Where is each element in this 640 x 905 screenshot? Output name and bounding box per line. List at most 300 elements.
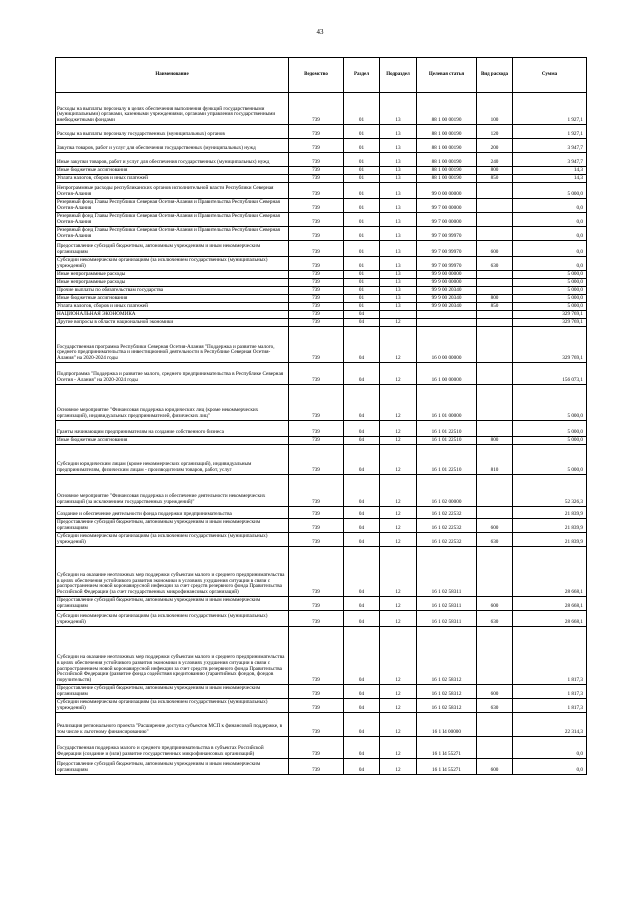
- header-name: Наименование: [56, 58, 289, 93]
- header-dept: Ведомство: [289, 58, 344, 93]
- table-row: [56, 437, 587, 445]
- cell-subsection: 12: [380, 319, 417, 327]
- cell-section: 04: [344, 533, 380, 547]
- cell-exp-type: 630: [477, 257, 513, 271]
- cell-subsection: 12: [380, 547, 417, 597]
- cell-dept: 739: [289, 125, 344, 139]
- cell-sum: 21 839,9: [513, 507, 587, 519]
- cell-section: 04: [344, 713, 380, 737]
- table-row: [56, 533, 587, 547]
- cell-exp-type: 100: [477, 93, 513, 125]
- cell-section: 04: [344, 475, 380, 507]
- cell-subsection: 12: [380, 699, 417, 713]
- cell-dept: 739: [289, 241, 344, 257]
- table-row: [56, 227, 587, 241]
- cell-dept: 739: [289, 699, 344, 713]
- cell-section: 01: [344, 227, 380, 241]
- cell-article: 16 1 02 58311: [417, 547, 477, 597]
- cell-section: 04: [344, 759, 380, 775]
- cell-article: 99 7 00 00000: [417, 213, 477, 227]
- table-row: [56, 547, 587, 597]
- cell-section: 04: [344, 547, 380, 597]
- cell-dept: 739: [289, 547, 344, 597]
- cell-dept: 739: [289, 175, 344, 183]
- cell-dept: 739: [289, 213, 344, 227]
- cell-sum: 329 769,1: [513, 319, 587, 327]
- cell-article: 16 1 02 58311: [417, 611, 477, 627]
- cell-name: Резервный фонд Главы Республики Северная Осетия-Алания и Правительства Республики Северная Осетия-Алания: [56, 227, 289, 241]
- cell-dept: 739: [289, 627, 344, 685]
- cell-sum: 5 000,0: [513, 287, 587, 295]
- cell-sum: 0,0: [513, 737, 587, 759]
- cell-article: 16 1 I4 55271: [417, 737, 477, 759]
- cell-sum: 0,0: [513, 227, 587, 241]
- cell-dept: 739: [289, 227, 344, 241]
- cell-section: 04: [344, 385, 380, 421]
- table-row: [56, 737, 587, 759]
- cell-dept: 739: [289, 257, 344, 271]
- cell-sum: 0,0: [513, 241, 587, 257]
- cell-sum: 0,0: [513, 199, 587, 213]
- cell-sum: 5 000,0: [513, 279, 587, 287]
- cell-dept: 739: [289, 279, 344, 287]
- cell-name: Иные бюджетные ассигнования: [56, 295, 289, 303]
- cell-article: 99 7 00 00000: [417, 199, 477, 213]
- header-section: Раздел: [344, 58, 380, 93]
- cell-section: 04: [344, 737, 380, 759]
- table-row: [56, 627, 587, 685]
- cell-article: 16 1 02 22532: [417, 519, 477, 533]
- cell-sum: 5 000,0: [513, 303, 587, 311]
- cell-name: Субсидии некоммерческим организациям (за исключением государственных (муниципальных) учреждений): [56, 257, 289, 271]
- cell-dept: 739: [289, 445, 344, 475]
- cell-section: 04: [344, 611, 380, 627]
- cell-sum: 14,3: [513, 167, 587, 175]
- cell-exp-type: 120: [477, 125, 513, 139]
- cell-name: Предоставление субсидий бюджетным, автономным учреждениям и иным некоммерческим организациям: [56, 519, 289, 533]
- cell-sum: 5 000,0: [513, 437, 587, 445]
- cell-dept: 739: [289, 167, 344, 175]
- table-row: [56, 475, 587, 507]
- cell-sum: 5 000,0: [513, 445, 587, 475]
- cell-name: НАЦИОНАЛЬНАЯ ЭКОНОМИКА: [56, 311, 289, 319]
- cell-subsection: 13: [380, 153, 417, 167]
- cell-subsection: 12: [380, 627, 417, 685]
- table-row: [56, 759, 587, 775]
- cell-article: 16 1 00 00000: [417, 363, 477, 385]
- cell-exp-type: [477, 737, 513, 759]
- cell-article: 16 1 01 22510: [417, 445, 477, 475]
- page-number: 43: [316, 28, 324, 36]
- cell-sum: 329 769,1: [513, 311, 587, 319]
- cell-section: 04: [344, 319, 380, 327]
- cell-section: 01: [344, 241, 380, 257]
- cell-dept: 739: [289, 685, 344, 699]
- cell-section: 01: [344, 153, 380, 167]
- cell-article: 99 7 00 99970: [417, 241, 477, 257]
- cell-dept: 739: [289, 199, 344, 213]
- cell-exp-type: 200: [477, 139, 513, 153]
- cell-exp-type: [477, 385, 513, 421]
- cell-subsection: 12: [380, 507, 417, 519]
- cell-article: 16 1 02 58312: [417, 627, 477, 685]
- cell-subsection: 13: [380, 175, 417, 183]
- cell-exp-type: 810: [477, 445, 513, 475]
- cell-subsection: 12: [380, 737, 417, 759]
- cell-name: Иные бюджетные ассигнования: [56, 167, 289, 175]
- table-row: [56, 685, 587, 699]
- table-row: [56, 241, 587, 257]
- cell-exp-type: [477, 627, 513, 685]
- cell-sum: 5 000,0: [513, 295, 587, 303]
- cell-article: 16 1 02 22532: [417, 507, 477, 519]
- cell-article: 16 0 00 00000: [417, 327, 477, 363]
- cell-name: Предоставление субсидий бюджетным, автономным учреждениям и иным некоммерческим организациям: [56, 759, 289, 775]
- cell-subsection: [380, 311, 417, 319]
- cell-sum: 1 817,3: [513, 699, 587, 713]
- cell-exp-type: [477, 547, 513, 597]
- table-row: [56, 611, 587, 627]
- header-exp-type: Вид расхода: [477, 58, 513, 93]
- table-row: [56, 713, 587, 737]
- table-row: [56, 213, 587, 227]
- table-row: [56, 139, 587, 153]
- cell-subsection: 12: [380, 611, 417, 627]
- cell-name: Уплата налогов, сборов и иных платежей: [56, 303, 289, 311]
- cell-article: 99 7 00 99970: [417, 257, 477, 271]
- cell-dept: 739: [289, 437, 344, 445]
- cell-sum: 156 073,1: [513, 363, 587, 385]
- cell-name: Прочие выплаты по обязательствам государства: [56, 287, 289, 295]
- cell-dept: 739: [289, 311, 344, 319]
- table-row: [56, 199, 587, 213]
- cell-dept: 739: [289, 319, 344, 327]
- table-row: [56, 153, 587, 167]
- cell-article: 88 1 00 00190: [417, 175, 477, 183]
- cell-dept: 739: [289, 533, 344, 547]
- cell-sum: 0,0: [513, 257, 587, 271]
- cell-subsection: 12: [380, 385, 417, 421]
- table-row: [56, 507, 587, 519]
- cell-dept: 739: [289, 153, 344, 167]
- table-row: [56, 303, 587, 311]
- cell-exp-type: [477, 311, 513, 319]
- cell-sum: 5 000,0: [513, 421, 587, 437]
- cell-exp-type: 800: [477, 167, 513, 175]
- cell-sum: 14,3: [513, 175, 587, 183]
- table-row: [56, 327, 587, 363]
- cell-exp-type: [477, 319, 513, 327]
- cell-exp-type: 600: [477, 685, 513, 699]
- cell-sum: 28 668,1: [513, 611, 587, 627]
- budget-table: [55, 57, 587, 775]
- cell-dept: 739: [289, 507, 344, 519]
- cell-article: [417, 319, 477, 327]
- cell-sum: 21 839,9: [513, 519, 587, 533]
- cell-section: 04: [344, 627, 380, 685]
- cell-dept: 739: [289, 287, 344, 295]
- cell-subsection: 13: [380, 279, 417, 287]
- cell-name: Предоставление субсидий бюджетным, автономным учреждениям и иным некоммерческим организациям: [56, 241, 289, 257]
- cell-subsection: 13: [380, 93, 417, 125]
- table-row: [56, 363, 587, 385]
- table-row: [56, 271, 587, 279]
- cell-sum: 21 839,9: [513, 533, 587, 547]
- cell-sum: 3 947,7: [513, 139, 587, 153]
- cell-article: 16 1 02 22532: [417, 533, 477, 547]
- cell-exp-type: 630: [477, 611, 513, 627]
- cell-name: Расходы на выплаты персоналу государственных (муниципальных) органов: [56, 125, 289, 139]
- cell-exp-type: [477, 421, 513, 437]
- cell-sum: 28 668,1: [513, 597, 587, 611]
- cell-subsection: 12: [380, 519, 417, 533]
- table-body: [56, 93, 587, 775]
- table-row: [56, 421, 587, 437]
- cell-name: Предоставление субсидий бюджетным, автономным учреждениям и иным некоммерческим организациям: [56, 685, 289, 699]
- cell-dept: 739: [289, 713, 344, 737]
- cell-name: Основное мероприятие "Финансовая поддержка и обеспечение деятельности некоммерческих организаций (за исключением государственных учреждений)": [56, 475, 289, 507]
- cell-dept: 739: [289, 295, 344, 303]
- cell-section: 04: [344, 597, 380, 611]
- header-article: Целевая статья: [417, 58, 477, 93]
- cell-dept: 739: [289, 611, 344, 627]
- cell-exp-type: 850: [477, 303, 513, 311]
- header-sum: Сумма: [513, 58, 587, 93]
- cell-sum: 1 817,3: [513, 685, 587, 699]
- cell-subsection: 13: [380, 257, 417, 271]
- cell-dept: 739: [289, 519, 344, 533]
- table-row: [56, 699, 587, 713]
- cell-article: 88 1 00 00190: [417, 93, 477, 125]
- cell-sum: 1 927,1: [513, 93, 587, 125]
- cell-article: 99 9 00 20340: [417, 287, 477, 295]
- cell-sum: 52 326,3: [513, 475, 587, 507]
- cell-subsection: 13: [380, 199, 417, 213]
- table-row: [56, 311, 587, 319]
- cell-exp-type: 850: [477, 175, 513, 183]
- cell-section: 01: [344, 279, 380, 287]
- cell-name: Субсидии некоммерческим организациям (за исключением государственных (муниципальных) учреждений): [56, 699, 289, 713]
- cell-exp-type: [477, 287, 513, 295]
- cell-name: Субсидии некоммерческим организациям (за исключением государственных (муниципальных) учреждений): [56, 611, 289, 627]
- cell-section: 01: [344, 287, 380, 295]
- cell-exp-type: [477, 227, 513, 241]
- cell-subsection: 13: [380, 125, 417, 139]
- cell-exp-type: 600: [477, 759, 513, 775]
- cell-name: Создание и обеспечение деятельности фонда поддержки предпринимательства: [56, 507, 289, 519]
- cell-section: 01: [344, 295, 380, 303]
- cell-dept: 739: [289, 475, 344, 507]
- cell-name: Субсидии на оказание неотложных мер поддержки субъектам малого и среднего предпринимательства в целях обеспечения устойчивого развития экономики в условиях ухудшения ситуации в связи с распространением новой коронавирусной инфекции за счет средств резервного фонда Правительства Российской Федерации (развитие фонда содействия кредитованию (гарантийных фондов, фондов поручительств): [56, 627, 289, 685]
- cell-dept: 739: [289, 385, 344, 421]
- cell-section: 04: [344, 327, 380, 363]
- cell-dept: 739: [289, 597, 344, 611]
- cell-exp-type: 240: [477, 153, 513, 167]
- cell-name: Закупка товаров, работ и услуг для обеспечения государственных (муниципальных) нужд: [56, 139, 289, 153]
- cell-name: Субсидии на оказание неотложных мер поддержки субъектам малого и среднего предпринимательства в целях обеспечения устойчивого развития экономики в условиях ухудшения ситуации в связи с распространением новой коронавирусной инфекции за счет средств резервного фонда Правительства Российской Федерации (за счет государственных микрофинансовых организаций): [56, 547, 289, 597]
- cell-sum: 22 314,3: [513, 713, 587, 737]
- cell-section: 01: [344, 139, 380, 153]
- table-row: [56, 319, 587, 327]
- cell-exp-type: 630: [477, 533, 513, 547]
- cell-article: [417, 311, 477, 319]
- cell-section: 01: [344, 183, 380, 199]
- cell-subsection: 12: [380, 533, 417, 547]
- cell-article: 16 1 02 58312: [417, 699, 477, 713]
- cell-dept: 739: [289, 327, 344, 363]
- cell-subsection: 12: [380, 437, 417, 445]
- cell-sum: 0,0: [513, 213, 587, 227]
- cell-subsection: 13: [380, 139, 417, 153]
- table-row: [56, 445, 587, 475]
- cell-sum: 1 927,1: [513, 125, 587, 139]
- cell-article: 88 1 00 00190: [417, 153, 477, 167]
- cell-name: Государственная поддержка малого и среднего предпринимательства в субъектах Российской Федерации (создание и (или) развитие государственных микрофинансовых организаций): [56, 737, 289, 759]
- cell-sum: 329 769,1: [513, 327, 587, 363]
- cell-subsection: 13: [380, 183, 417, 199]
- table-row: [56, 385, 587, 421]
- cell-dept: 739: [289, 303, 344, 311]
- cell-section: 04: [344, 311, 380, 319]
- cell-section: 04: [344, 519, 380, 533]
- cell-exp-type: 600: [477, 519, 513, 533]
- cell-article: 16 1 02 58312: [417, 685, 477, 699]
- cell-name: Расходы на выплаты персоналу в целях обеспечения выполнения функций государственными (муниципальными) органами, казенными учреждениями, органами управления государственными внебюджетными фондами: [56, 93, 289, 125]
- table-row: [56, 295, 587, 303]
- cell-section: 01: [344, 213, 380, 227]
- cell-subsection: 13: [380, 227, 417, 241]
- cell-article: 16 1 02 00000: [417, 475, 477, 507]
- cell-dept: 739: [289, 363, 344, 385]
- table-header: [56, 58, 587, 93]
- cell-name: Непрограммные расходы республиканских органов исполнительной власти Республики Северная Осетия-Алания: [56, 183, 289, 199]
- cell-name: Государственная программа Республики Северная Осетия-Алания "Поддержка и развитие малого, среднего предпринимательства и инвестиционной деятельности в Республике Северная Осетия-Алания" на 2020-2024 годы: [56, 327, 289, 363]
- cell-article: 99 7 00 99970: [417, 227, 477, 241]
- cell-exp-type: [477, 183, 513, 199]
- cell-name: Подпрограмма "Поддержка и развитие малого, среднего предпринимательства в Республике Северная Осетия - Алания" на 2020-2024 годы: [56, 363, 289, 385]
- cell-sum: 3 947,7: [513, 153, 587, 167]
- cell-subsection: 12: [380, 421, 417, 437]
- table-row: [56, 519, 587, 533]
- table-row: [56, 167, 587, 175]
- cell-article: 88 1 00 00190: [417, 139, 477, 153]
- cell-sum: 28 668,1: [513, 547, 587, 597]
- cell-exp-type: [477, 363, 513, 385]
- cell-name: Предоставление субсидий бюджетным, автономным учреждениям и иным некоммерческим организациям: [56, 597, 289, 611]
- cell-exp-type: [477, 713, 513, 737]
- cell-section: 04: [344, 363, 380, 385]
- cell-exp-type: [477, 327, 513, 363]
- cell-subsection: 13: [380, 295, 417, 303]
- cell-subsection: 12: [380, 363, 417, 385]
- cell-subsection: 13: [380, 271, 417, 279]
- table-row: [56, 287, 587, 295]
- cell-name: Резервный фонд Главы Республики Северная Осетия-Алания и Правительства Республики Северная Осетия-Алания: [56, 213, 289, 227]
- table-row: [56, 257, 587, 271]
- cell-sum: 0,0: [513, 759, 587, 775]
- cell-article: 16 1 01 00000: [417, 385, 477, 421]
- cell-subsection: 12: [380, 597, 417, 611]
- cell-article: 99 9 00 20340: [417, 303, 477, 311]
- header-subsection: Подраздел: [380, 58, 417, 93]
- cell-section: 01: [344, 93, 380, 125]
- cell-section: 04: [344, 685, 380, 699]
- cell-article: 88 1 00 00190: [417, 167, 477, 175]
- cell-article: 99 9 00 20340: [417, 295, 477, 303]
- cell-section: 04: [344, 421, 380, 437]
- cell-name: Субсидии некоммерческим организациям (за исключением государственных (муниципальных) учреждений): [56, 533, 289, 547]
- cell-section: 04: [344, 445, 380, 475]
- cell-subsection: 13: [380, 287, 417, 295]
- cell-dept: 739: [289, 737, 344, 759]
- cell-name: Иные закупки товаров, работ и услуг для обеспечения государственных (муниципальных) нужд: [56, 153, 289, 167]
- cell-name: Уплата налогов, сборов и иных платежей: [56, 175, 289, 183]
- cell-exp-type: [477, 279, 513, 287]
- cell-name: Иные непрограммные расходы: [56, 271, 289, 279]
- cell-subsection: 12: [380, 685, 417, 699]
- cell-dept: 739: [289, 93, 344, 125]
- cell-sum: 1 817,3: [513, 627, 587, 685]
- cell-subsection: 12: [380, 475, 417, 507]
- table-row: [56, 279, 587, 287]
- cell-exp-type: [477, 507, 513, 519]
- cell-section: 04: [344, 437, 380, 445]
- table-row: [56, 125, 587, 139]
- table-row: [56, 183, 587, 199]
- cell-exp-type: 600: [477, 241, 513, 257]
- cell-name: Гранты начинающим предпринимателям на создание собственного бизнеса: [56, 421, 289, 437]
- table-row: [56, 175, 587, 183]
- cell-article: 99 0 00 00000: [417, 183, 477, 199]
- cell-section: 01: [344, 271, 380, 279]
- cell-dept: 739: [289, 421, 344, 437]
- cell-name: Реализация регионального проекта "Расширение доступа субъектов МСП к финансовой поддержке, в том числе к льготному финансированию": [56, 713, 289, 737]
- cell-sum: 5 000,0: [513, 271, 587, 279]
- cell-subsection: 13: [380, 213, 417, 227]
- cell-section: 04: [344, 507, 380, 519]
- cell-sum: 5 000,0: [513, 385, 587, 421]
- table-row: [56, 597, 587, 611]
- cell-section: 01: [344, 125, 380, 139]
- cell-section: 01: [344, 167, 380, 175]
- cell-subsection: 12: [380, 759, 417, 775]
- cell-section: 01: [344, 303, 380, 311]
- cell-exp-type: [477, 213, 513, 227]
- cell-subsection: 12: [380, 327, 417, 363]
- cell-dept: 739: [289, 139, 344, 153]
- cell-section: 01: [344, 199, 380, 213]
- cell-article: 16 1 I4 00000: [417, 713, 477, 737]
- cell-subsection: 13: [380, 303, 417, 311]
- cell-article: 16 1 01 22510: [417, 421, 477, 437]
- cell-section: 04: [344, 699, 380, 713]
- cell-name: Субсидии юридическим лицам (кроме некоммерческих организаций), индивидуальным предпринимателям, физическим лицам - производителям товаров, работ, услуг: [56, 445, 289, 475]
- cell-exp-type: 630: [477, 699, 513, 713]
- cell-exp-type: [477, 199, 513, 213]
- cell-article: 16 1 02 58311: [417, 597, 477, 611]
- cell-article: 99 9 00 00000: [417, 279, 477, 287]
- cell-section: 01: [344, 175, 380, 183]
- cell-dept: 739: [289, 759, 344, 775]
- cell-dept: 739: [289, 271, 344, 279]
- cell-article: 16 1 I4 55271: [417, 759, 477, 775]
- cell-article: 16 1 01 22510: [417, 437, 477, 445]
- cell-name: Основное мероприятие "Финансовая поддержка юридических лиц (кроме некоммерческих организаций), индивидуальных предпринимателей, физических лиц": [56, 385, 289, 421]
- cell-exp-type: 800: [477, 437, 513, 445]
- cell-section: 01: [344, 257, 380, 271]
- cell-subsection: 12: [380, 445, 417, 475]
- cell-article: 88 1 00 00190: [417, 125, 477, 139]
